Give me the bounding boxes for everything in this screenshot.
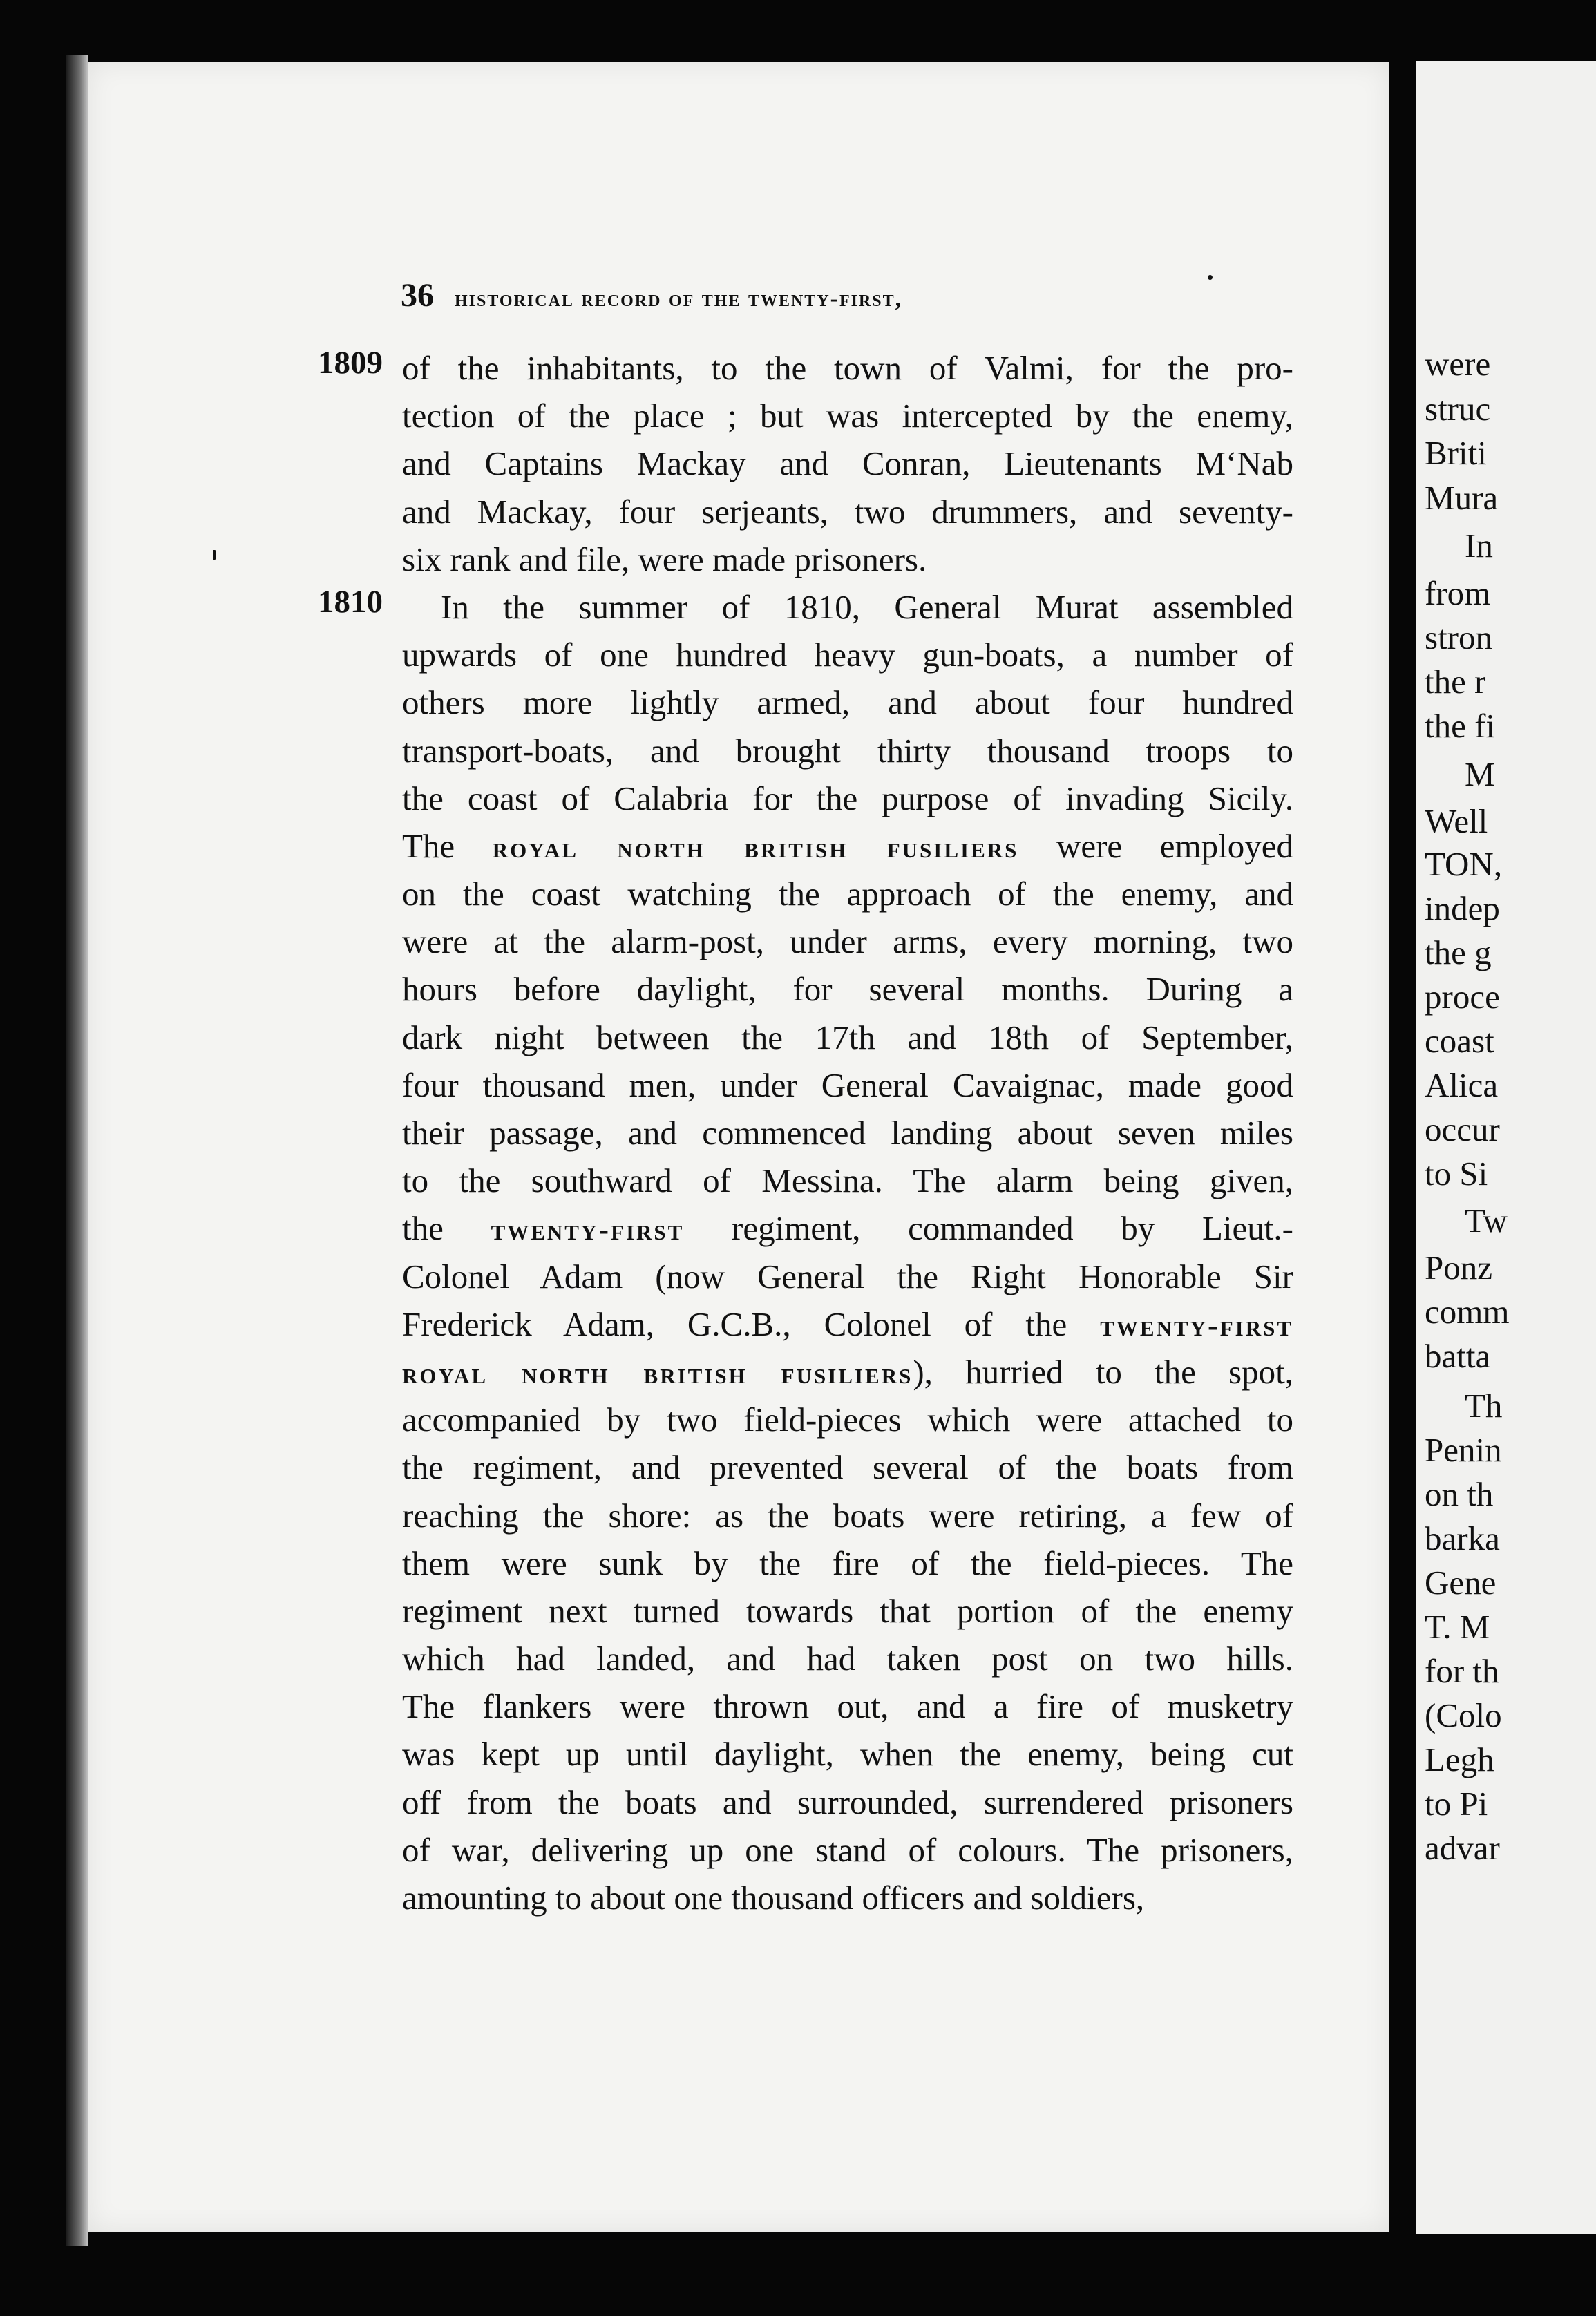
- text-line: [402, 344, 1293, 392]
- text-line: [402, 1587, 1293, 1635]
- text-segment: which had landed, and had taken post on two hills.: [402, 1640, 1293, 1678]
- facing-page-line: coast: [1425, 1022, 1494, 1060]
- facing-page-line: Alica: [1425, 1066, 1499, 1104]
- text-line: [402, 1492, 1293, 1539]
- facing-page-line: to Si: [1425, 1155, 1488, 1193]
- page-number: 36: [401, 277, 434, 314]
- text-segment: was kept up until daylight, when the enemy, being cut: [402, 1735, 1293, 1774]
- text-segment: on the coast watching the approach of the enemy, and: [402, 875, 1293, 913]
- text-line: [402, 1109, 1293, 1157]
- facing-page-line: the fi: [1425, 707, 1496, 745]
- small-caps-text: royal north british fusiliers: [492, 830, 1019, 864]
- text-segment: tection of the place ; but was intercepted by the enemy,: [402, 397, 1293, 435]
- facing-page-line: Briti: [1425, 434, 1487, 472]
- facing-page-line: the g: [1425, 933, 1492, 971]
- text-line: [402, 1014, 1293, 1061]
- text-segment: the: [402, 1209, 491, 1248]
- facing-page-line: In: [1465, 526, 1493, 564]
- text-line: [402, 1778, 1293, 1826]
- running-header: [401, 276, 1299, 332]
- margin-year-1809: 1809: [318, 345, 383, 381]
- facing-page-line: Gene: [1425, 1564, 1497, 1602]
- text-segment: regiment next turned towards that portion of the enemy: [402, 1591, 1293, 1630]
- facing-page-line: Th: [1465, 1387, 1503, 1425]
- facing-page-line: M: [1465, 755, 1495, 793]
- text-line: [402, 1682, 1293, 1730]
- margin-year-1810: 1810: [318, 584, 383, 620]
- text-segment: amounting to about one thousand officers and soldiers,: [402, 1879, 1145, 1917]
- facing-page-line: Well: [1425, 802, 1488, 840]
- facing-page-line: on th: [1425, 1475, 1494, 1513]
- facing-page-line: from: [1425, 574, 1491, 612]
- text-line: [402, 965, 1293, 1013]
- small-caps-text: twenty-first: [491, 1213, 685, 1247]
- facing-page-line: the r: [1425, 663, 1486, 701]
- text-line: [402, 918, 1293, 965]
- text-segment: their passage, and commenced landing about seven miles: [402, 1114, 1293, 1152]
- text-segment: The: [402, 826, 493, 865]
- text-line: [402, 727, 1293, 775]
- text-segment: ), hurried to the spot,: [913, 1352, 1293, 1391]
- facing-page-line: for th: [1425, 1652, 1499, 1690]
- text-line: [402, 1539, 1293, 1587]
- text-line: [402, 1396, 1293, 1443]
- page-gutter-shadow: [66, 55, 88, 2246]
- text-line: [402, 535, 1293, 583]
- text-segment: the regiment, and prevented several of the boats from: [402, 1448, 1293, 1487]
- text-segment: them were sunk by the fire of the field-pieces. The: [402, 1544, 1293, 1582]
- facing-page-line: struc: [1425, 390, 1491, 428]
- text-line: [402, 439, 1293, 487]
- text-line: [402, 1635, 1293, 1682]
- text-segment: reaching the shore: as the boats were retiring, a few of: [402, 1496, 1293, 1535]
- facing-page-line: were: [1425, 345, 1491, 383]
- text-segment: and Captains Mackay and Conran, Lieutenants M‘Nab: [402, 444, 1293, 483]
- text-segment: four thousand men, under General Cavaignac, made good: [402, 1065, 1293, 1104]
- text-segment: and Mackay, four serjeants, two drummers, and seventy-: [402, 492, 1293, 531]
- ink-speck: [213, 550, 216, 560]
- text-segment: off from the boats and surrounded, surrendered prisoners: [402, 1783, 1293, 1821]
- facing-page-line: Legh: [1425, 1740, 1494, 1778]
- ink-speck: [1208, 275, 1213, 280]
- text-line: [402, 392, 1293, 439]
- text-line: [402, 1730, 1293, 1778]
- facing-page-line: Ponz: [1425, 1249, 1492, 1287]
- facing-page-line: Tw: [1465, 1202, 1508, 1240]
- running-title: historical record of the twenty-first,: [455, 286, 903, 312]
- body-text: [402, 344, 1293, 1921]
- text-line: [402, 1348, 1293, 1396]
- text-line: [402, 1874, 1293, 1921]
- facing-page-line: Penin: [1425, 1431, 1502, 1469]
- facing-page-line: proce: [1425, 978, 1500, 1016]
- text-segment: Colonel Adam (now General the Right Honorable Sir: [402, 1257, 1293, 1295]
- text-segment: regiment, commanded by Lieut.-: [684, 1209, 1293, 1248]
- facing-page-line: T. M: [1425, 1608, 1490, 1646]
- text-line: [402, 1204, 1293, 1252]
- text-segment: were at the alarm-post, under arms, every morning, two: [402, 922, 1293, 961]
- text-segment: upwards of one hundred heavy gun-boats, a number of: [402, 636, 1293, 674]
- text-segment: of war, delivering up one stand of colours. The prisoners,: [402, 1830, 1293, 1869]
- facing-page-line: comm: [1425, 1293, 1510, 1331]
- facing-page-line: occur: [1425, 1110, 1500, 1148]
- facing-page-line: advar: [1425, 1829, 1500, 1867]
- small-caps-text: twenty-first: [1100, 1308, 1293, 1342]
- facing-page-line: to Pi: [1425, 1785, 1488, 1823]
- text-line: [402, 1157, 1293, 1204]
- facing-page-line: Mura: [1425, 479, 1499, 517]
- facing-page-line: stron: [1425, 618, 1492, 656]
- facing-page-fragment: [1416, 61, 1596, 2234]
- text-segment: dark night between the 17th and 18th of September,: [402, 1018, 1293, 1056]
- text-line: [402, 822, 1293, 870]
- text-segment: In the summer of 1810, General Murat assembled: [441, 587, 1293, 626]
- text-segment: six rank and file, were made prisoners.: [402, 540, 927, 578]
- text-segment: of the inhabitants, to the town of Valmi, for the pro-: [402, 349, 1293, 387]
- text-segment: Frederick Adam, G.C.B., Colonel of the: [402, 1304, 1101, 1343]
- facing-page-line: barka: [1425, 1519, 1500, 1557]
- facing-page-line: TON,: [1425, 845, 1503, 883]
- small-caps-text: royal north british fusiliers: [402, 1356, 913, 1390]
- text-segment: transport-boats, and brought thirty thousand troops to: [402, 731, 1293, 770]
- text-line: [402, 678, 1293, 726]
- text-line: [402, 631, 1293, 678]
- text-segment: hours before daylight, for several months. During a: [402, 970, 1293, 1009]
- text-segment: The flankers were thrown out, and a fire of musketry: [402, 1687, 1293, 1726]
- text-line: [402, 1300, 1293, 1348]
- text-segment: accompanied by two field-pieces which were attached to: [402, 1401, 1293, 1439]
- text-line: [402, 583, 1293, 631]
- text-segment: were employed: [1018, 826, 1293, 865]
- text-segment: to the southward of Messina. The alarm being given,: [402, 1161, 1293, 1200]
- facing-page-line: indep: [1425, 889, 1500, 927]
- text-line: [402, 1826, 1293, 1874]
- text-line: [402, 1443, 1293, 1491]
- text-line: [402, 488, 1293, 535]
- text-segment: the coast of Calabria for the purpose of invading Sicily.: [402, 779, 1293, 817]
- text-line: [402, 775, 1293, 822]
- text-segment: others more lightly armed, and about four hundred: [402, 683, 1293, 722]
- text-line: [402, 870, 1293, 918]
- facing-page-line: (Colo: [1425, 1696, 1502, 1734]
- facing-page-line: batta: [1425, 1337, 1491, 1375]
- text-line: [402, 1253, 1293, 1300]
- text-line: [402, 1061, 1293, 1109]
